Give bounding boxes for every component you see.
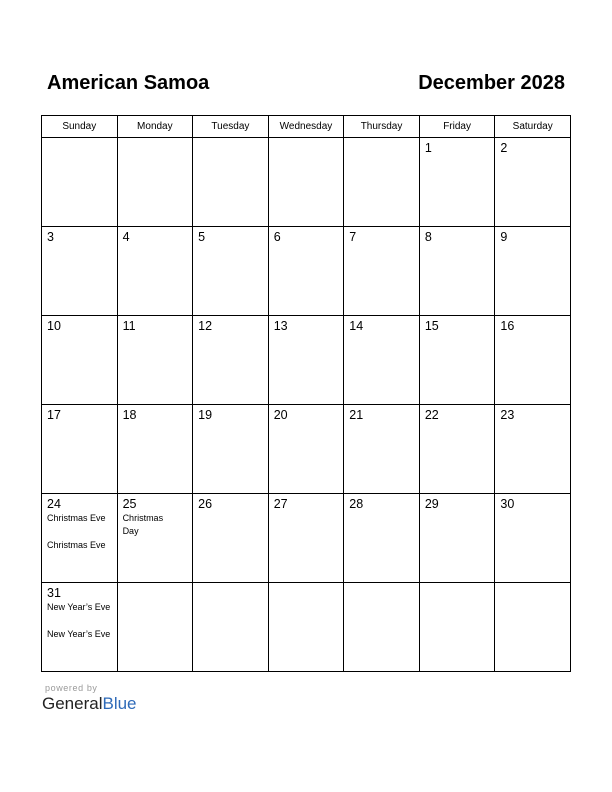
day-cell[interactable]: [419, 227, 495, 316]
day-number: 6: [273, 230, 281, 244]
holiday-event: New Year’s Eve: [47, 629, 111, 639]
day-number: 11: [122, 319, 136, 333]
weekday-tuesday: Tuesday: [193, 116, 269, 138]
day-cell[interactable]: [344, 227, 420, 316]
week-row: [42, 227, 571, 316]
week-row: [42, 316, 571, 405]
day-cell[interactable]: [344, 138, 420, 227]
day-cell[interactable]: [419, 583, 495, 672]
day-cell[interactable]: [117, 405, 193, 494]
day-number: 15: [424, 319, 439, 333]
day-number: 20: [273, 408, 288, 422]
week-row: [42, 405, 571, 494]
day-cell[interactable]: [495, 227, 571, 316]
generalblue-logo[interactable]: [42, 694, 137, 714]
region-title: American Samoa: [47, 72, 210, 94]
day-cell[interactable]: [419, 494, 495, 583]
holiday-event: Christmas Eve: [47, 540, 106, 550]
day-cell[interactable]: [42, 583, 118, 672]
day-number: 31: [47, 586, 61, 600]
weekday-saturday: Saturday: [495, 116, 571, 138]
day-cell[interactable]: [193, 405, 269, 494]
day-events: [47, 601, 114, 655]
weekday-sunday: Sunday: [42, 116, 118, 138]
week-row: [42, 138, 571, 227]
holiday-event: Christmas Eve: [47, 513, 106, 523]
day-events: [47, 512, 114, 566]
day-number: 27: [273, 497, 288, 511]
day-number: 17: [47, 408, 61, 422]
day-cell[interactable]: [268, 138, 344, 227]
week-row: [42, 494, 571, 583]
day-number: 22: [424, 408, 439, 422]
day-number: 12: [198, 319, 213, 333]
day-number: 30: [500, 497, 515, 511]
weekday-monday: Monday: [117, 116, 193, 138]
day-number: 28: [349, 497, 364, 511]
calendar-grid: [41, 115, 571, 672]
brand-blue-text: Blue: [102, 694, 137, 713]
day-cell[interactable]: [495, 405, 571, 494]
weekday-header-row: [42, 116, 571, 138]
week-row: [42, 583, 571, 672]
day-cell[interactable]: [344, 494, 420, 583]
day-cell[interactable]: [193, 494, 269, 583]
day-number: 29: [424, 497, 439, 511]
day-number: 5: [198, 230, 206, 244]
day-number: 19: [198, 408, 213, 422]
day-cell[interactable]: [42, 316, 118, 405]
day-cell[interactable]: [193, 138, 269, 227]
day-cell[interactable]: [419, 138, 495, 227]
day-cell[interactable]: [117, 494, 193, 583]
day-number: 14: [349, 319, 364, 333]
month-year-title: December 2028: [418, 72, 565, 94]
day-cell[interactable]: [42, 494, 118, 583]
day-number: 8: [424, 230, 432, 244]
powered-by-label: powered by: [45, 683, 98, 693]
day-number: 7: [349, 230, 357, 244]
day-cell[interactable]: [495, 316, 571, 405]
day-number: 23: [500, 408, 515, 422]
day-cell[interactable]: [268, 227, 344, 316]
day-number: 2: [500, 141, 508, 155]
day-cell[interactable]: [117, 138, 193, 227]
day-number: 13: [273, 319, 288, 333]
day-number: 10: [47, 319, 61, 333]
day-cell[interactable]: [344, 583, 420, 672]
day-number: 4: [122, 230, 130, 244]
day-cell[interactable]: [117, 583, 193, 672]
day-cell[interactable]: [495, 583, 571, 672]
day-number: 16: [500, 319, 515, 333]
weekday-friday: Friday: [419, 116, 495, 138]
day-cell[interactable]: [268, 494, 344, 583]
day-number: 9: [500, 230, 508, 244]
day-number: 26: [198, 497, 213, 511]
weekday-wednesday: Wednesday: [268, 116, 344, 138]
day-number: 21: [349, 408, 364, 422]
day-cell[interactable]: [193, 316, 269, 405]
day-cell[interactable]: [268, 583, 344, 672]
day-cell[interactable]: [268, 405, 344, 494]
day-cell[interactable]: [193, 227, 269, 316]
day-cell[interactable]: [495, 494, 571, 583]
holiday-event: New Year’s Eve: [47, 602, 111, 612]
day-cell[interactable]: [42, 227, 118, 316]
day-cell[interactable]: [42, 138, 118, 227]
day-cell[interactable]: [117, 227, 193, 316]
day-cell[interactable]: [193, 583, 269, 672]
day-number: 3: [47, 230, 54, 244]
day-number: 24: [47, 497, 61, 511]
brand-general-text: General: [42, 694, 103, 713]
day-cell[interactable]: [117, 316, 193, 405]
day-number: 25: [122, 497, 137, 511]
day-cell[interactable]: [419, 405, 495, 494]
day-cell[interactable]: [344, 316, 420, 405]
day-number: 1: [424, 141, 432, 155]
day-number: 18: [122, 408, 137, 422]
day-cell[interactable]: [268, 316, 344, 405]
holiday-event: Christmas Day: [122, 513, 164, 536]
day-cell[interactable]: [495, 138, 571, 227]
day-cell[interactable]: [344, 405, 420, 494]
day-cell[interactable]: [419, 316, 495, 405]
day-events: [122, 512, 164, 538]
day-cell[interactable]: [42, 405, 118, 494]
weekday-thursday: Thursday: [344, 116, 420, 138]
